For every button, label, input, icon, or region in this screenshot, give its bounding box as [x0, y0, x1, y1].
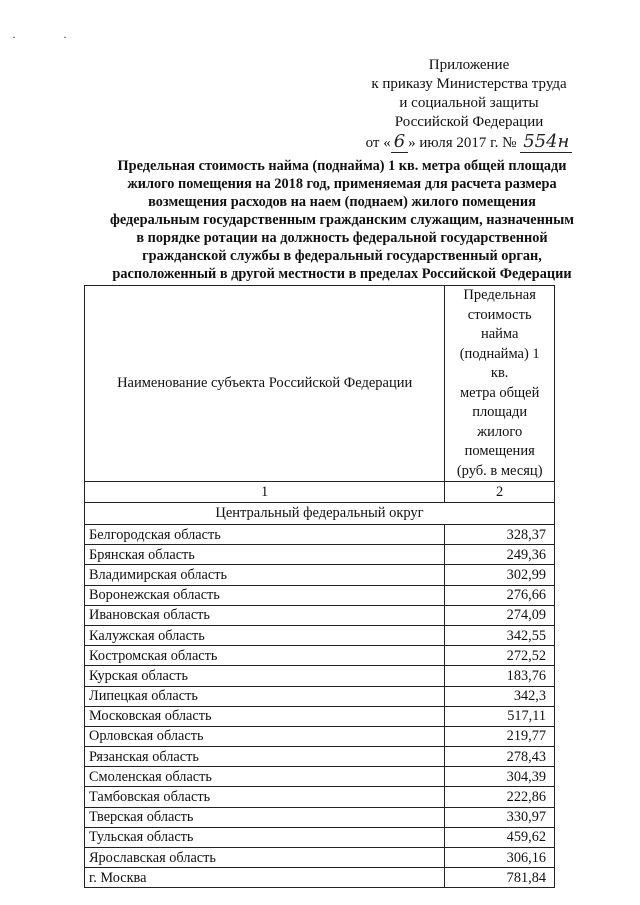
table-header-row [85, 286, 555, 482]
header-rate-value [445, 286, 555, 482]
rate-value: 274,09 [445, 605, 555, 625]
table-row [85, 767, 555, 787]
rate-value: 304,39 [445, 767, 555, 787]
appendix-line-4: Российской Федерации [394, 114, 544, 130]
rate-value: 342,3 [445, 686, 555, 706]
rate-value: 459,62 [445, 827, 555, 847]
title-line: федеральным государственным гражданским служащим, назначенным [109, 212, 575, 228]
table-row [85, 625, 555, 645]
table-row [85, 726, 555, 746]
appendix-line-1: Приложение [428, 57, 510, 73]
section-title: Центральный федеральный округ [85, 503, 555, 525]
header-rate-line: помещения [464, 443, 535, 459]
date-prefix: от « [365, 135, 391, 151]
rate-value: 249,36 [445, 545, 555, 565]
rates-table [84, 285, 555, 888]
region-name: Липецкая область [85, 686, 445, 706]
table-row [85, 565, 555, 585]
region-name: Тамбовская область [85, 787, 445, 807]
region-name: Костромская область [85, 646, 445, 666]
table-row [85, 827, 555, 847]
rate-value: 183,76 [445, 666, 555, 686]
table-row [85, 525, 555, 545]
region-name: Владимирская область [85, 565, 445, 585]
title-line: в порядке ротации на должность федеральной государственной [136, 230, 548, 246]
rate-value: 222,86 [445, 787, 555, 807]
region-name: Тульская область [85, 827, 445, 847]
appendix-block [330, 56, 608, 153]
header-subject-name: Наименование субъекта Российской Федерации [85, 286, 445, 482]
section-row [85, 503, 555, 525]
rate-value: 219,77 [445, 726, 555, 746]
date-middle: » июля 2017 г. № [408, 135, 517, 151]
title-line: Предельная стоимость найма (поднайма) 1 кв. метра общей площади [117, 158, 567, 174]
scan-specks: · · [12, 30, 89, 44]
region-name: Ивановская область [85, 605, 445, 625]
header-rate-line: Предельная [463, 287, 536, 303]
title-line: возмещения расходов на наем (поднаем) жилого помещения [148, 194, 536, 210]
region-name: Курская область [85, 666, 445, 686]
region-name: Белгородская область [85, 525, 445, 545]
table-row [85, 686, 555, 706]
appendix-date-line [330, 132, 608, 153]
title-line: гражданской службы в федеральный государственный орган, [142, 248, 542, 264]
header-rate-line: площади жилого [472, 404, 528, 440]
rate-value: 342,55 [445, 625, 555, 645]
region-name: г. Москва [85, 868, 445, 888]
column-number-row [85, 482, 555, 503]
date-day-handwritten: 6 [391, 131, 408, 153]
rate-value: 276,66 [445, 585, 555, 605]
rate-value: 306,16 [445, 848, 555, 868]
region-name: Воронежская область [85, 585, 445, 605]
region-name: Ярославская область [85, 848, 445, 868]
header-rate-line: (руб. в месяц) [456, 462, 543, 479]
column-number-1: 1 [85, 482, 445, 503]
table-row [85, 706, 555, 726]
region-name: Калужская область [85, 625, 445, 645]
rate-value: 330,97 [445, 807, 555, 827]
rate-value: 517,11 [445, 706, 555, 726]
column-number-2: 2 [445, 482, 555, 503]
region-name: Рязанская область [85, 747, 445, 767]
document-title [84, 157, 600, 283]
title-line: расположенный в другой местности в пределах Российской Федерации [112, 266, 572, 282]
table-row [85, 646, 555, 666]
table-body [85, 525, 555, 888]
table-row [85, 585, 555, 605]
table-row [85, 747, 555, 767]
appendix-line-2: к приказу Министерства труда [371, 76, 567, 92]
rate-value: 278,43 [445, 747, 555, 767]
order-number-handwritten: 554н [520, 131, 572, 153]
table-row [85, 807, 555, 827]
region-name: Орловская область [85, 726, 445, 746]
table-row [85, 787, 555, 807]
table-row [85, 605, 555, 625]
table-row [85, 868, 555, 888]
title-line: жилого помещения на 2018 год, применяемая для расчета размера [127, 176, 557, 192]
header-rate-line: (поднайма) 1 кв. [459, 345, 540, 381]
rate-value: 302,99 [445, 565, 555, 585]
header-rate-line: метра общей [459, 384, 540, 401]
region-name: Тверская область [85, 807, 445, 827]
rate-value: 328,37 [445, 525, 555, 545]
table-row [85, 545, 555, 565]
region-name: Смоленская область [85, 767, 445, 787]
appendix-line-3: и социальной защиты [399, 95, 539, 111]
table-row [85, 666, 555, 686]
table-row [85, 848, 555, 868]
region-name: Брянская область [85, 545, 445, 565]
rate-value: 781,84 [445, 868, 555, 888]
rate-value: 272,52 [445, 646, 555, 666]
header-rate-line: стоимость найма [467, 306, 532, 342]
region-name: Московская область [85, 706, 445, 726]
